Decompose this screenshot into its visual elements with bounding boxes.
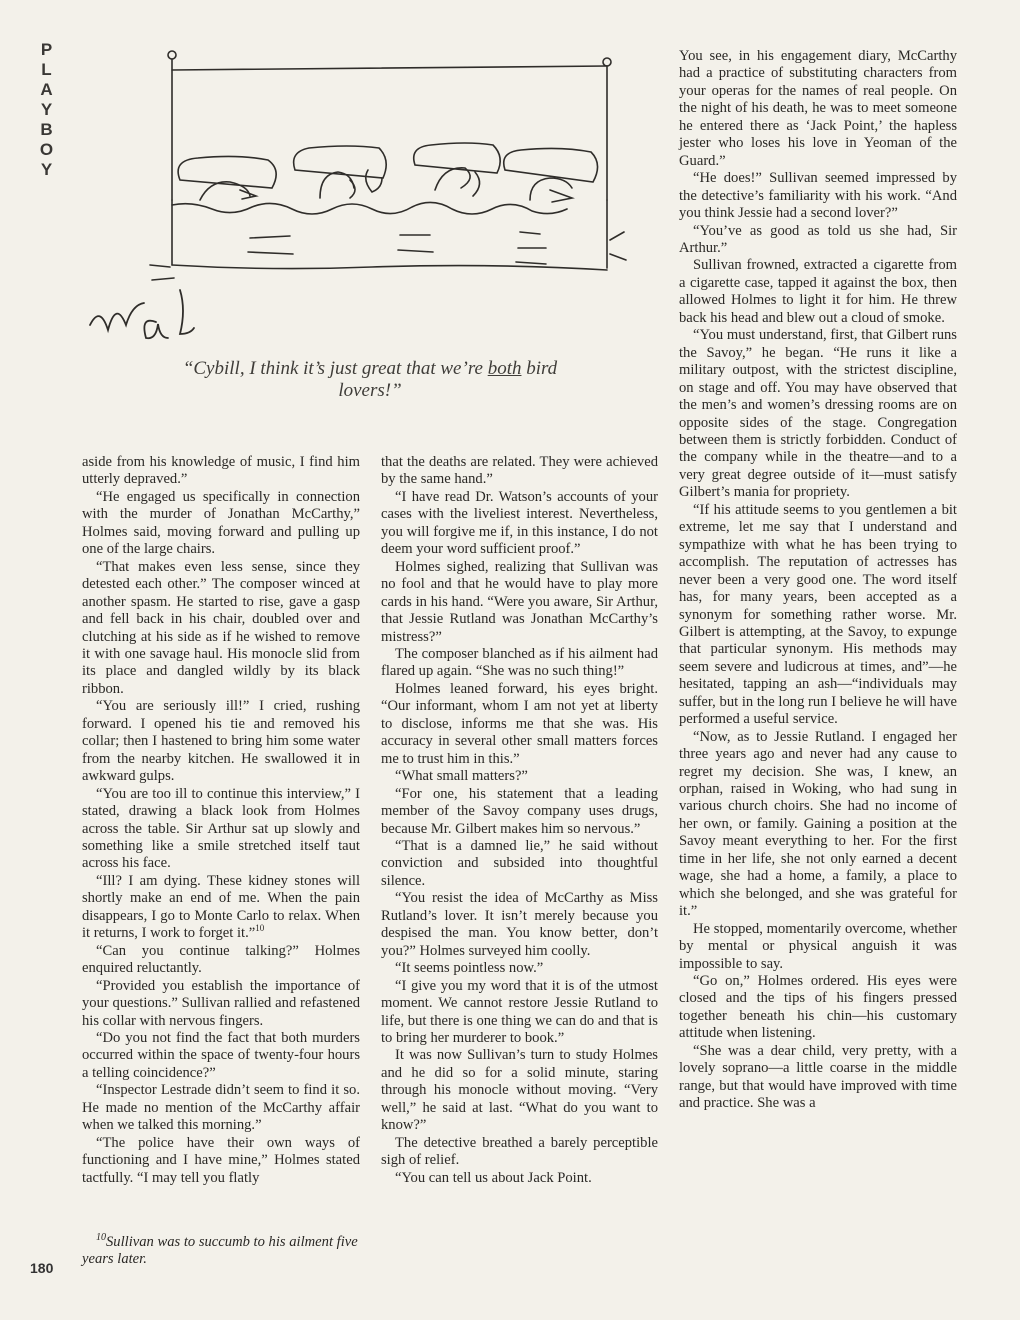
cartoon-caption [150,358,590,402]
paragraph: “Do you not find the fact that both murders occurred within the space of twenty-four hours a telling coincidence?” [82,1029,360,1081]
footnote-ref: 10 [255,923,265,934]
text-column-2 [381,454,658,1187]
text-column-1 [82,454,360,1187]
caption-text: “Cybill, I think it’s just great that we’re [182,358,488,379]
paragraph: aside from his knowledge of music, I find him utterly depraved.” [82,454,360,488]
page-number: 180 [30,1260,54,1276]
paragraph: “That is a damned lie,” he said without conviction and subsided into thoughtful silence. [381,837,658,889]
paragraph: Sullivan frowned, extracted a cigarette from a cigarette case, tapped it against the box, then allowed Holmes to light it for him. He threw back his head and blew out a cloud of smoke. [679,257,957,326]
footnote [82,1234,360,1269]
paragraph: “She was a dear child, very pretty, with a lovely soprano—a little coarse in the middle range, but that would have improved with time and practice. She was a [679,1042,957,1112]
caption-text-end: bird lovers!” [338,358,558,401]
paragraph: “For one, his statement that a leading member of the Savoy company uses drugs, because Mr. Gilbert makes him so nervous.” [381,785,658,837]
footnote-text: Sullivan was to succumb to his ailment five years later. [82,1234,358,1268]
masthead [30,40,64,180]
paragraph-text: “Ill? I am dying. These kidney stones will shortly make an end of me. When the pain disappears, I go to Monte Carlo to relax. When it returns, I work to forget it.” [82,872,360,942]
paragraph: “He engaged us specifically in connection with the murder of Jonathan McCarthy,” Holmes said, moving forward and pulling up one of the large chairs. [82,488,360,558]
masthead-letter: B [40,120,54,139]
paragraph: “It seems pointless now.” [395,960,544,977]
paragraph [82,873,360,943]
masthead-letter: A [40,80,54,99]
paragraph: The composer blanched as if his ailment had flared up again. “She was no such thing!” [381,645,658,680]
paragraph: “The police have their own ways of functioning and I have mine,” Holmes stated tactfully. “I may tell you flatly [82,1134,360,1186]
paragraph: “Go on,” Holmes ordered. His eyes were closed and the tips of his fingers pressed together beneath his chin—his customary attitude when listening. [679,973,957,1042]
footnote-marker: 10 [96,1232,106,1244]
paragraph: “You are too ill to continue this interview,” I stated, drawing a black look from Holmes across the table. Sir Arthur sat up slowly and something like a smile stretched itself taut across his face. [82,785,360,872]
paragraph: “What small matters?” [395,768,528,785]
paragraph: He stopped, momentarily overcome, whether by mental or physical anguish it was impossible to say. [679,920,957,972]
paragraph: “I have read Dr. Watson’s accounts of your cases with the liveliest interest. Nevertheless, you will forgive me if, in this instance, I do not deem your word sufficient proof.” [381,488,658,558]
masthead-letter: Y [40,160,54,179]
paragraph: “You are seriously ill!” I cried, rushing forward. I opened his tie and removed his collar; then I hastened to bring him some water from the nearby kitchen. He swallowed it in awkward gulps. [82,698,360,785]
masthead-letter: L [41,60,53,79]
masthead-letter: Y [40,100,54,119]
paragraph: You see, in his engagement diary, McCarthy had a practice of substituting characters from your operas for the names of real people. On the night of his death, he was to meet someone he entered there as ‘Jack Point,’ the hapless jester who loses his love in Yeoman of the Guard.” [679,48,957,169]
paragraph: It was now Sullivan’s turn to study Holmes and he did so for a solid minute, staring through his monocle without moving. “Very well,” he said at last. “What do you want to know?” [381,1047,658,1134]
masthead-letter: P [40,40,54,59]
paragraph: “Provided you establish the importance of your questions.” Sullivan rallied and refastened his collar with nervous fingers. [82,977,360,1029]
masthead-letter: O [39,140,55,159]
paragraph: “You’ve as good as told us she had, Sir Arthur.” [679,222,957,256]
paragraph: “You can tell us about Jack Point. [395,1169,592,1186]
paragraph: “Now, as to Jessie Rutland. I engaged her three years ago and never had any cause to regret my decision. She was, I knew, an orphan, raised in Woking, who had sung in various church choirs. She had no income of her own, or family. Gaining a position at the Savoy meant everything to her. For the first time in her life, she not only earned a decent wage, she had a home, a family, a place to which she belonged, and she was grateful for it.” [679,728,957,920]
caption-emphasis: both [487,358,522,379]
paragraph: “You resist the idea of McCarthy as Miss Rutland’s lover. It isn’t merely because you despised the man. You know better, don’t you?” Holmes surveyed him coolly. [381,890,658,959]
paragraph: “You must understand, first, that Gilbert runs the Savoy,” he began. “He runs it like a military outpost, with the strictest discipline, on stage and off. You may have observed that the men’s and women’s dressing rooms are on opposite sides of the stage. Congregation between them is strictly forbidden. Conduct of the company while in the theatre—and to a very great degree outside of it—must satisfy Gilbert’s mania for propriety. [679,327,957,501]
paragraph: “That makes even less sense, since they detested each other.” The composer winced at another spasm. He started to rise, gave a gasp and fell back in his chair, doubled over and clutching at his side as if he wished to remove it with one savage haul. His monocle slid from its place and dangled wildly by its black ribbon. [82,558,360,697]
cartoon-illustration [80,40,670,360]
text-column-3 [679,48,957,1113]
paragraph: “Inspector Lestrade didn’t seem to find it so. He made no mention of the McCarthy affair when we talked this morning.” [82,1082,360,1134]
paragraph: that the deaths are related. They were achieved by the same hand.” [381,454,658,488]
paragraph: “I give you my word that it is of the utmost moment. We cannot restore Jessie Rutland to life, but there is one thing we can do and that is to bring her murderer to book.” [381,977,658,1046]
paragraph: The detective breathed a barely perceptible sigh of relief. [381,1134,658,1169]
paragraph: “He does!” Sullivan seemed impressed by the detective’s familiarity with his work. “And you think Jessie had a second lover?” [679,170,957,222]
paragraph: Holmes leaned forward, his eyes bright. “Our informant, whom I am not yet at liberty to disclose, informs me that she was. His accuracy in several other small matters forces me to trust him in this.” [381,680,658,767]
paragraph: Holmes sighed, realizing that Sullivan was no fool and that he would have to play more cards in his hand. “Were you aware, Sir Arthur, that Jessie Rutland was Jonathan McCarthy’s mistress?” [381,558,658,645]
paragraph: “Can you continue talking?” Holmes enquired reluctantly. [82,942,360,977]
paragraph: “If his attitude seems to you gentlemen a bit extreme, let me say that I understand and sympathize with what he has been trying to accomplish. The reputation of actresses has never been a very good one. The word itself has, for many years, been accepted as a synonym for something rather worse. Mr. Gilbert is attempting, at the Savoy, to expunge that particular synonym. His methods may seem severe and ludicrous at times, and”—he hesitated, tapping an ash—“individuals may suffer, but in the long run I believe he will have performed a useful service. [679,501,957,728]
